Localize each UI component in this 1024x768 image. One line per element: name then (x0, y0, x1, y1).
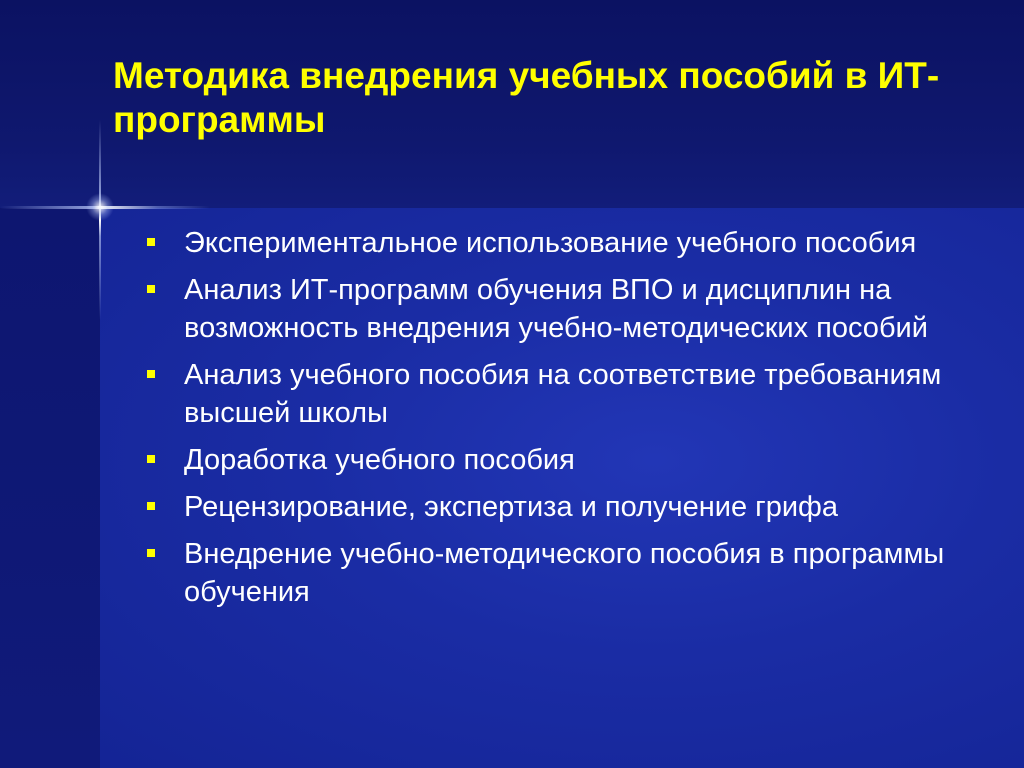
bullet-list (145, 224, 995, 620)
bullet-item (145, 535, 995, 611)
slide-title: Методика внедрения учебных пособий в ИТ-программы (113, 55, 940, 140)
bullet-item (145, 271, 995, 347)
bullet-square-icon (147, 502, 155, 510)
bullet-text: Анализ учебного пособия на соответствие требованиям высшей школы (184, 359, 942, 429)
bullet-square-icon (147, 549, 155, 557)
bullet-square-icon (147, 455, 155, 463)
bullet-text: Анализ ИТ-программ обучения ВПО и дисциплин на возможность внедрения учебно-методических пособий (184, 274, 928, 344)
bullet-square-icon (147, 285, 155, 293)
bullet-text: Внедрение учебно-методического пособия в программы обучения (184, 538, 945, 608)
bullet-text: Рецензирование, экспертиза и получение грифа (184, 491, 839, 523)
bullet-text: Экспериментальное использование учебного пособия (184, 227, 917, 259)
bullet-item (145, 441, 995, 479)
bullet-text: Доработка учебного пособия (184, 444, 575, 476)
bullet-square-icon (147, 238, 155, 246)
bullet-item (145, 356, 995, 432)
bullet-item (145, 224, 995, 262)
bullet-item (145, 488, 995, 526)
light-flare-icon (86, 193, 114, 221)
bullet-square-icon (147, 370, 155, 378)
left-band (0, 208, 100, 768)
